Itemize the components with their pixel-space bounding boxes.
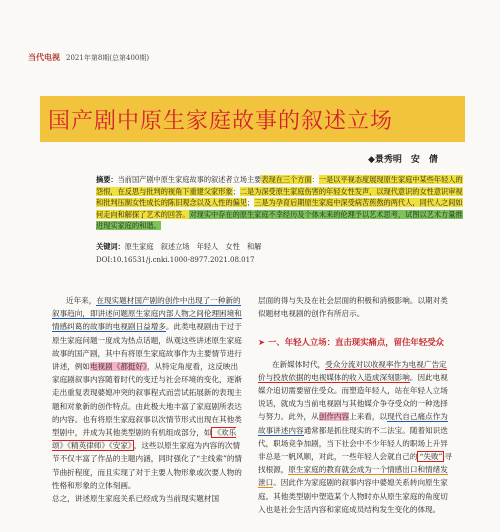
body-paragraph <box>52 294 242 505</box>
text-span: 上来看，以 <box>349 412 388 422</box>
text-span: 。因此电视媒介追切需要留住受众。而塑造年轻人，站在年轻人立场说话，就成为当前电视剧与其他媒介争夺受众的一种选择与努力。此外，从 <box>258 372 448 422</box>
abstract-highlight-2: 一是以平视态度展现原生家庭中某些年轻人的怨恨，在反思与批判的视角下重建父家形象 <box>96 175 463 196</box>
underlined-text: 现代自己痛点作为故事讲述内容 <box>258 412 448 435</box>
abstract-highlight-3: 二是为深受原生家庭伤害的年轻女性发声，以现代意识的女性意识审视和批判压制女性成长的陈旧观念以及人性的偏见 <box>96 186 463 208</box>
section-title-text: 一、年轻人立场：直击现实痛点，留住年轻受众 <box>267 337 444 348</box>
journal-logo: 当代电视 <box>28 52 60 62</box>
text-span: ，从特定角度看，这反映出家庭剧叙事内容随着时代的变迁与社会环境的变化，逐渐走出重复表现婆媳冲突的叙事程式而尝试拓展新的表现主题和对象新的创作特点。由此极大地丰富了家庭剧所表达的内容。也有将原生家庭叙事以次情节形式出现在其他类型剧中，并成为其他类型剧的有机组成部分，如 <box>52 362 242 438</box>
abstract-text-1: 当前国产剧中原生家庭故事的叙述者立场主要 <box>117 175 262 184</box>
abstract-label: 摘要： <box>96 175 118 184</box>
article-title: 国产剧中原生家庭故事的叙述立场 <box>48 109 394 134</box>
text-span: 。此类电视剧由于过于原生家庭问题一度成为热点话题，纵观这些讲述原生家庭故事的国产剧，其中有将原生家庭故事作为主要情节进行讲述，例如 <box>52 322 242 372</box>
keywords-text: 原生家庭 叙述立场 年轻人 女性 和解 <box>124 242 262 251</box>
text-span: 近年来， <box>66 296 97 305</box>
text-span: ，这些以原生家庭为内容的次情节不仅丰富了作品的主题内涵，同时强化了“主线索”的情节曲折程度，而且实现了对于主要人物形象或次要人物的性格和形象的立体刻画。 <box>52 441 243 490</box>
text-span: 在新媒体时代， <box>272 359 326 369</box>
body-paragraph: 层面的得与失及在社会层面的积极和消极影响。以期对类似题材电视剧的创作有所启示。 <box>258 296 448 319</box>
keywords <box>96 242 261 252</box>
journal-header <box>28 52 149 63</box>
text-span: 总之，讲述原生家庭关系已经成为当前现实题材国 <box>52 494 220 504</box>
abstract-highlight-4: 三是为孕育后期原生家庭中深受病苦煎熬的两代人，同代人之间如何走向和解探了艺术的回答。 <box>96 198 463 219</box>
issue-info: 2021年第8期(总第400期) <box>66 54 150 62</box>
section-heading <box>258 336 454 349</box>
article-authors: ◆景秀明 安 倩 <box>368 155 438 165</box>
abstract-text-4: ； <box>246 198 255 208</box>
text-span: 通常都是抓住现实的不二法宝。随着知识迭代，职场竞争加剧，当下社会中不少年轻人的职场上升异非总是一帆风顺，对此，一些年轻人会就自己的 <box>258 425 448 462</box>
boxed-text: 《欢乐颂》《精英律师》《安家》 <box>52 428 237 451</box>
underlined-text: 在现实题材国产剧的创作中出现了一种新的叙事趋向，即讲述问题原生家庭内部人物之间伦理困境和情感纠葛的故事的电视剧日益增多 <box>52 296 242 332</box>
abstract-text-3: ； <box>232 186 240 196</box>
body-column-right <box>258 294 454 516</box>
body-column-left <box>52 294 242 505</box>
text-span: 。因此作为家庭剧的叙事内容中婆媳关系转向原生家庭。其他类型剧中塑造某个人物时亦从原生家庭的角度切入也是社会生活内容和家庭成员结构发生变化的体现。 <box>258 478 448 514</box>
underlined-text: 原生家庭的教育就会成为一个情感出口和情绪发泄口 <box>258 465 448 488</box>
abstract <box>96 174 464 232</box>
text-span: 寻找根源， <box>258 452 453 475</box>
abstract-highlight-1: 表现在三个方面 <box>261 175 312 184</box>
abstract-highlight-5: 对现实中存在的原生家庭不幸经历及个体未来的伦理予以艺术思考，试图以艺术方量推进现实家庭的和谐。 <box>96 209 463 231</box>
boxed-text: “失败” <box>419 452 443 462</box>
underlined-text: 受众分流对以收视率作为电视广告定价与投放依据的电视媒体的收入造成深刻影响 <box>258 359 447 382</box>
keywords-label: 关键词： <box>96 242 125 251</box>
body-paragraph <box>258 358 454 516</box>
marked-text: 创作内容 <box>318 412 350 422</box>
abstract-text-2: ： <box>311 175 319 184</box>
doi: DOI:10.16531/j.cnki.1000-8977.2021.08.017 <box>96 256 255 264</box>
arrow-icon: ➤ <box>258 337 266 348</box>
marked-text: 电视剧《都挺好》 <box>89 362 147 372</box>
